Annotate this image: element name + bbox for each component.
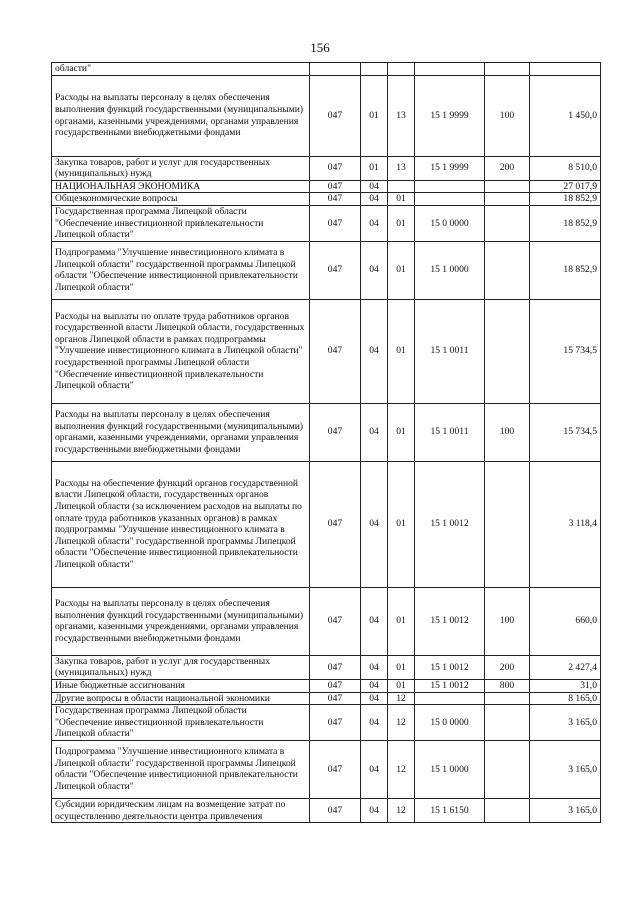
- cell-csr: [415, 63, 485, 76]
- cell-pr: [388, 63, 415, 76]
- cell-rz: 04: [361, 193, 388, 206]
- cell-rz: [361, 63, 388, 76]
- cell-name: Государственная программа Липецкой области "Обеспечение инвестиционной привлекательности Липецкой области": [52, 205, 310, 241]
- cell-rz: 01: [361, 75, 388, 156]
- table-row: [52, 193, 601, 206]
- cell-grbs: 047: [310, 798, 361, 822]
- cell-csr: 15 1 0012: [415, 655, 485, 679]
- cell-sum: 3 165,0: [530, 798, 601, 822]
- table-row: [52, 205, 601, 241]
- cell-pr: 12: [388, 705, 415, 741]
- cell-csr: 15 1 0011: [415, 299, 485, 403]
- cell-csr: [415, 692, 485, 705]
- cell-sum: [530, 63, 601, 76]
- cell-vr: [485, 241, 530, 299]
- cell-vr: [485, 798, 530, 822]
- cell-grbs: [310, 63, 361, 76]
- cell-grbs: 047: [310, 679, 361, 692]
- cell-sum: 8 510,0: [530, 156, 601, 180]
- cell-grbs: 047: [310, 740, 361, 798]
- cell-pr: 01: [388, 299, 415, 403]
- cell-vr: 200: [485, 655, 530, 679]
- cell-vr: [485, 692, 530, 705]
- cell-grbs: 047: [310, 193, 361, 206]
- cell-name: НАЦИОНАЛЬНАЯ ЭКОНОМИКА: [52, 180, 310, 193]
- cell-name: Общеэкономические вопросы: [52, 193, 310, 206]
- cell-rz: 04: [361, 180, 388, 193]
- table-row: [52, 403, 601, 461]
- cell-sum: 18 852,9: [530, 205, 601, 241]
- table-row: [52, 461, 601, 587]
- cell-csr: 15 1 6150: [415, 798, 485, 822]
- cell-vr: 100: [485, 403, 530, 461]
- cell-name: Подпрограмма "Улучшение инвестиционного климата в Липецкой области" государственной программы Липецкой области "Обеспечение инвестиционной привлекательности Липецкой области": [52, 740, 310, 798]
- cell-vr: [485, 193, 530, 206]
- cell-vr: [485, 740, 530, 798]
- cell-vr: [485, 461, 530, 587]
- cell-vr: [485, 205, 530, 241]
- budget-table-body: [52, 63, 601, 823]
- cell-csr: 15 1 0012: [415, 461, 485, 587]
- cell-name: Закупка товаров, работ и услуг для государственных (муниципальных) нужд: [52, 655, 310, 679]
- cell-grbs: 047: [310, 180, 361, 193]
- cell-name: Подпрограмма "Улучшение инвестиционного климата в Липецкой области" государственной программы Липецкой области "Обеспечение инвестиционной привлекательности Липецкой области": [52, 241, 310, 299]
- table-row: [52, 587, 601, 655]
- table-row: [52, 740, 601, 798]
- cell-sum: 8 165,0: [530, 692, 601, 705]
- cell-name: Государственная программа Липецкой области "Обеспечение инвестиционной привлекательности Липецкой области": [52, 705, 310, 741]
- cell-sum: 2 427,4: [530, 655, 601, 679]
- cell-grbs: 047: [310, 241, 361, 299]
- cell-rz: 04: [361, 740, 388, 798]
- cell-csr: 15 0 0000: [415, 705, 485, 741]
- cell-grbs: 047: [310, 461, 361, 587]
- cell-pr: 12: [388, 740, 415, 798]
- table-row: [52, 180, 601, 193]
- table-row: [52, 299, 601, 403]
- cell-pr: [388, 180, 415, 193]
- cell-rz: 04: [361, 705, 388, 741]
- cell-sum: 27 017,9: [530, 180, 601, 193]
- table-row: [52, 241, 601, 299]
- cell-csr: 15 0 0000: [415, 205, 485, 241]
- cell-sum: 15 734,5: [530, 299, 601, 403]
- table-row: [52, 63, 601, 76]
- cell-rz: 04: [361, 461, 388, 587]
- cell-sum: 3 165,0: [530, 740, 601, 798]
- cell-sum: 1 450,0: [530, 75, 601, 156]
- cell-name: Закупка товаров, работ и услуг для государственных (муниципальных) нужд: [52, 156, 310, 180]
- cell-rz: 04: [361, 299, 388, 403]
- cell-csr: 15 1 0000: [415, 740, 485, 798]
- cell-grbs: 047: [310, 156, 361, 180]
- cell-grbs: 047: [310, 587, 361, 655]
- cell-csr: [415, 193, 485, 206]
- cell-rz: 04: [361, 403, 388, 461]
- cell-pr: 01: [388, 193, 415, 206]
- cell-name: Иные бюджетные ассигнования: [52, 679, 310, 692]
- cell-rz: 04: [361, 241, 388, 299]
- cell-grbs: 047: [310, 205, 361, 241]
- budget-table: [51, 62, 601, 823]
- cell-csr: 15 1 0011: [415, 403, 485, 461]
- cell-csr: 15 1 0012: [415, 587, 485, 655]
- cell-csr: [415, 180, 485, 193]
- table-row: [52, 75, 601, 156]
- cell-vr: 100: [485, 587, 530, 655]
- cell-pr: 01: [388, 587, 415, 655]
- table-row: [52, 798, 601, 822]
- cell-csr: 15 1 9999: [415, 156, 485, 180]
- cell-pr: 01: [388, 655, 415, 679]
- cell-rz: 04: [361, 798, 388, 822]
- cell-sum: 18 852,9: [530, 193, 601, 206]
- cell-sum: 660,0: [530, 587, 601, 655]
- cell-rz: 04: [361, 205, 388, 241]
- cell-sum: 18 852,9: [530, 241, 601, 299]
- cell-name: Расходы на выплаты персоналу в целях обеспечения выполнения функций государственными (муниципальными) органами, казенными учреждениями, органами управления государственными внебюджетными фондами: [52, 587, 310, 655]
- cell-rz: 04: [361, 655, 388, 679]
- cell-name: Расходы на обеспечение функций органов государственной власти Липецкой области, государственных органов Липецкой области (за исключением расходов на выплаты по оплате труда работников указанных органов) в рамках подпрограммы "Улучшение инвестиционного климата в Липецкой области" государственной программы Липецкой области "Обеспечение инвестиционной привлекательности Липецкой области": [52, 461, 310, 587]
- cell-csr: 15 1 0012: [415, 679, 485, 692]
- page-number: 156: [310, 40, 330, 55]
- cell-pr: 01: [388, 241, 415, 299]
- cell-vr: 100: [485, 75, 530, 156]
- table-row: [52, 692, 601, 705]
- cell-pr: 13: [388, 75, 415, 156]
- cell-sum: 15 734,5: [530, 403, 601, 461]
- cell-vr: 200: [485, 156, 530, 180]
- cell-vr: [485, 63, 530, 76]
- cell-vr: [485, 180, 530, 193]
- cell-name: Расходы на выплаты персоналу в целях обеспечения выполнения функций государственными (муниципальными) органами, казенными учреждениями, органами управления государственными внебюджетными фондами: [52, 75, 310, 156]
- cell-name: Расходы на выплаты персоналу в целях обеспечения выполнения функций государственными (муниципальными) органами, казенными учреждениями, органами управления государственными внебюджетными фондами: [52, 403, 310, 461]
- cell-pr: 01: [388, 679, 415, 692]
- cell-rz: 04: [361, 679, 388, 692]
- cell-csr: 15 1 9999: [415, 75, 485, 156]
- cell-sum: 3 165,0: [530, 705, 601, 741]
- cell-grbs: 047: [310, 655, 361, 679]
- cell-name: Субсидии юридическим лицам на возмещение затрат по осуществлению деятельности центра привлечения: [52, 798, 310, 822]
- cell-rz: 04: [361, 692, 388, 705]
- cell-name: Другие вопросы в области национальной экономики: [52, 692, 310, 705]
- cell-vr: [485, 705, 530, 741]
- cell-name: Расходы на выплаты по оплате труда работников органов государственной власти Липецкой области, государственных органов Липецкой области в рамках подпрограммы "Улучшение инвестиционного климата в Липецкой области" государственной программы Липецкой области "Обеспечение инвестиционной привлекательности Липецкой области": [52, 299, 310, 403]
- cell-grbs: 047: [310, 75, 361, 156]
- cell-pr: 01: [388, 403, 415, 461]
- table-row: [52, 655, 601, 679]
- cell-name: области": [52, 63, 310, 76]
- cell-pr: 01: [388, 461, 415, 587]
- cell-rz: 04: [361, 587, 388, 655]
- cell-pr: 13: [388, 156, 415, 180]
- table-row: [52, 156, 601, 180]
- table-row: [52, 705, 601, 741]
- cell-pr: 12: [388, 798, 415, 822]
- table-row: [52, 679, 601, 692]
- cell-pr: 12: [388, 692, 415, 705]
- cell-vr: 800: [485, 679, 530, 692]
- cell-pr: 01: [388, 205, 415, 241]
- cell-vr: [485, 299, 530, 403]
- cell-grbs: 047: [310, 705, 361, 741]
- cell-grbs: 047: [310, 403, 361, 461]
- cell-sum: 31,0: [530, 679, 601, 692]
- cell-csr: 15 1 0000: [415, 241, 485, 299]
- cell-grbs: 047: [310, 299, 361, 403]
- cell-sum: 3 118,4: [530, 461, 601, 587]
- cell-rz: 01: [361, 156, 388, 180]
- cell-grbs: 047: [310, 692, 361, 705]
